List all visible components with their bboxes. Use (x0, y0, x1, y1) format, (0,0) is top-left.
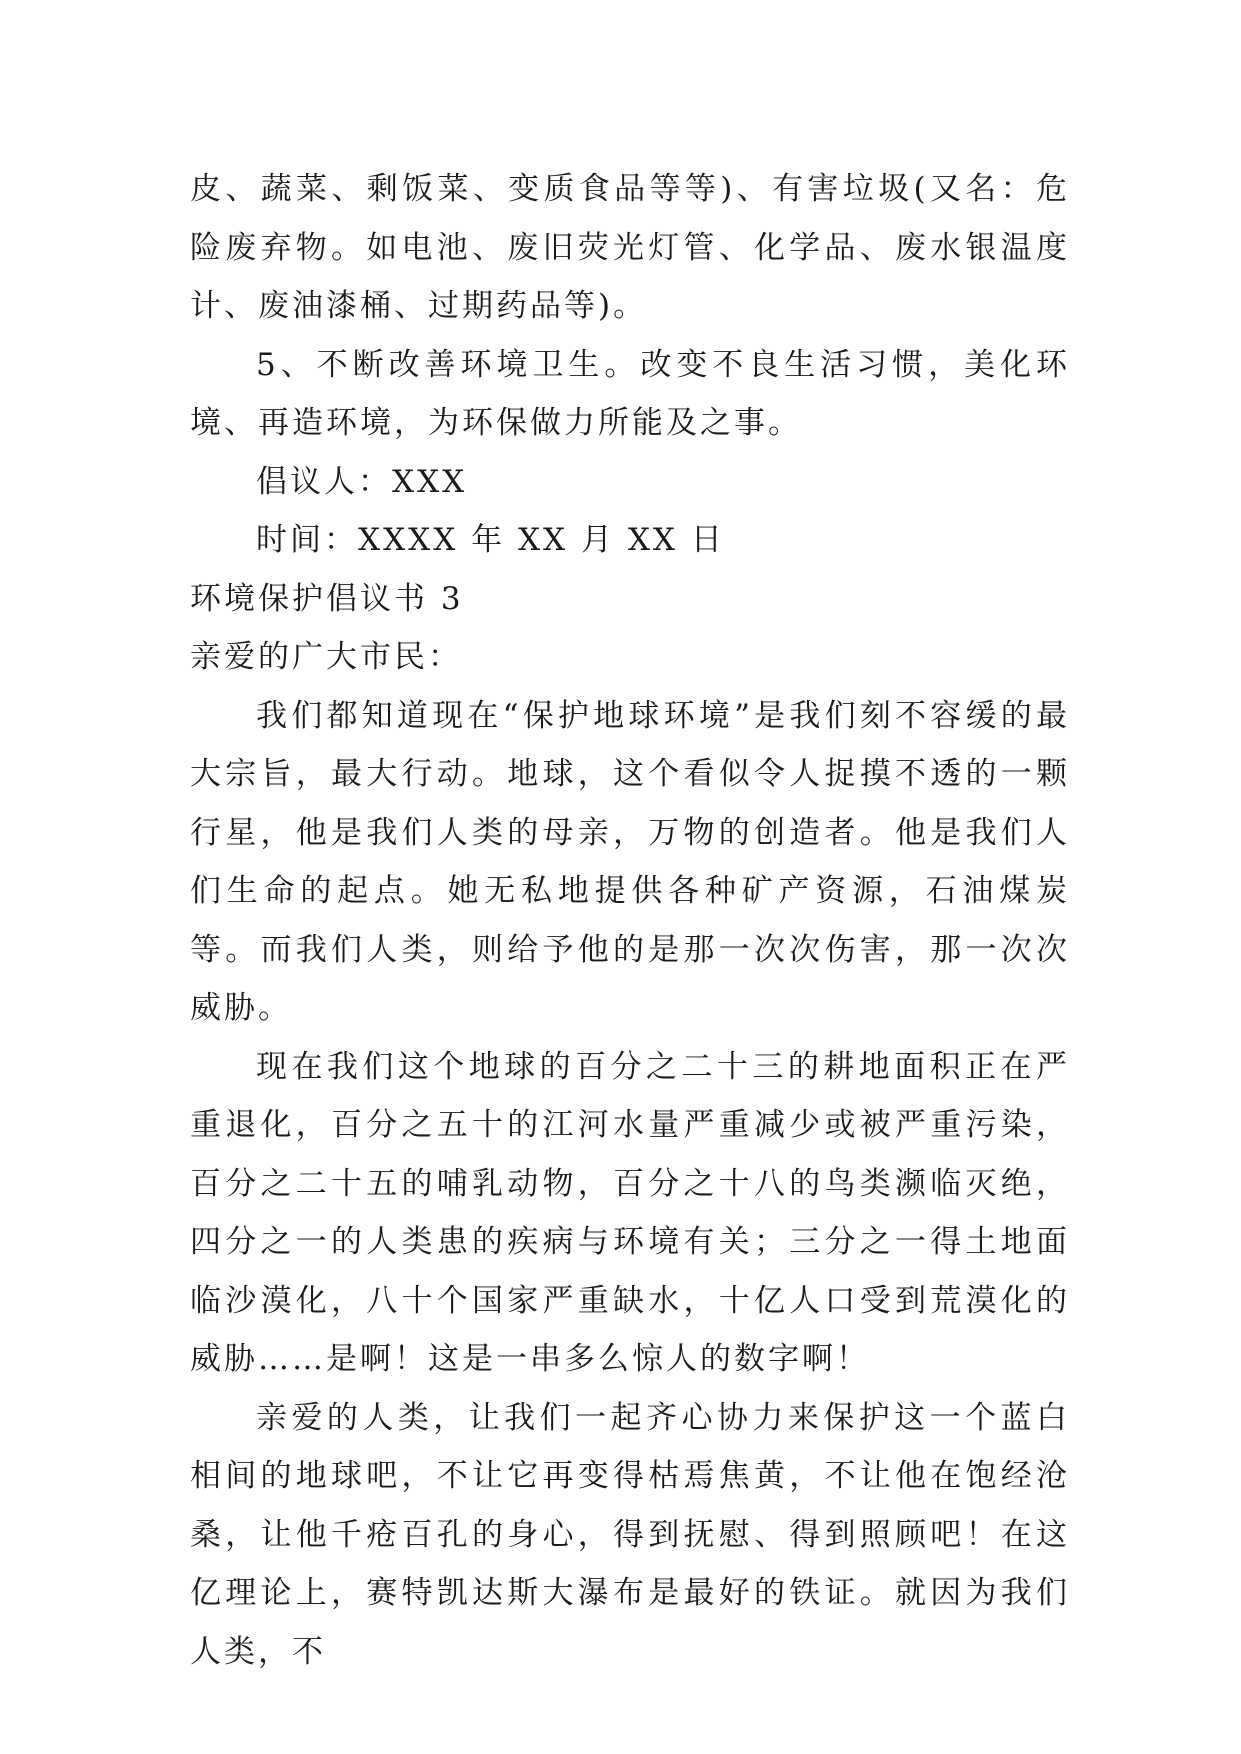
salutation: 亲爱的广大市民： (190, 639, 462, 675)
paragraph-continued-waste-types: 皮、蔬菜、剩饭菜、变质食品等等)、有害垃圾(又名：危险废弃物。如电池、废旧荧光灯管、化学品、废水银温度计、废油漆桶、过期药品等)。 (190, 171, 1070, 324)
document-body (190, 160, 1070, 1681)
paragraph-earth-protection: 我们都知道现在“保护地球环境”是我们刻不容缓的最大宗旨，最大行动。地球，这个看似令人捉摸不透的一颗行星，他是我们人类的母亲，万物的创造者。他是我们人们生命的起点。她无私地提供各种矿产资源，石油煤炭等。而我们人类，则给予他的是那一次次伤害，那一次次威胁。 (190, 697, 1070, 1026)
paragraph-item-5: 5、不断改善环境卫生。改变不良生活习惯，美化环境、再造环境，为环保做力所能及之事。 (190, 346, 1070, 441)
signature-date: 时间：XXXX 年 XX 月 XX 日 (256, 522, 725, 558)
paragraph-statistics: 现在我们这个地球的百分之二十三的耕地面积正在严重退化，百分之五十的江河水量严重减少或被严重污染，百分之二十五的哺乳动物，百分之十八的鸟类濒临灭绝，四分之一的人类患的疾病与环境有关；三分之一得土地面临沙漠化，八十个国家严重缺水，十亿人口受到荒漠化的威胁……是啊！这是一串多么惊人的数字啊！ (190, 1048, 1070, 1377)
paragraph-call-to-action: 亲爱的人类，让我们一起齐心协力来保护这一个蓝白相间的地球吧，不让它再变得枯焉焦黄，不让他在饱经沧桑，让他千疮百孔的身心，得到抚慰、得到照顾吧！在这亿理论上，赛特凯达斯大瀑布是最好的铁证。就因为我们人类，不 (190, 1399, 1070, 1670)
section-title: 环境保护倡议书 3 (190, 580, 464, 617)
signature-proposer: 倡议人：XXX (256, 463, 468, 500)
